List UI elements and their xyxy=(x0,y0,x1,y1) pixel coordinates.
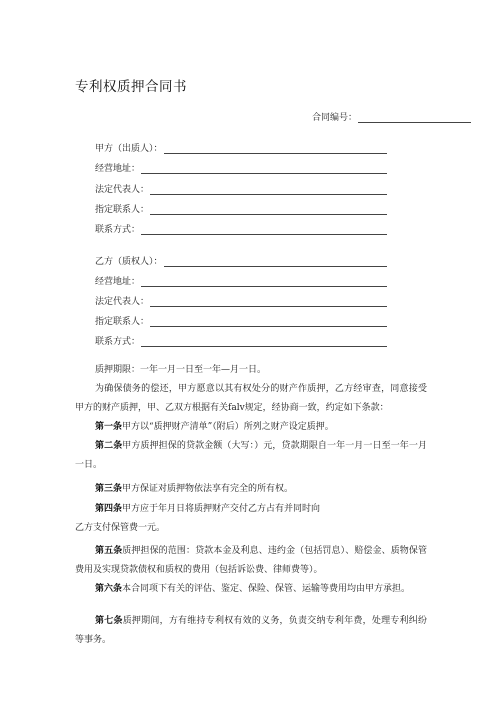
party-b-title-field xyxy=(95,254,387,267)
party-a-title-field xyxy=(95,141,387,154)
contract-number-label: 合同编号： xyxy=(312,113,358,123)
party-a-address-blank[interactable] xyxy=(141,163,387,174)
contract-number-blank[interactable] xyxy=(358,112,471,123)
party-a-contact-blank[interactable] xyxy=(141,224,387,235)
party-b-representative-field xyxy=(95,294,387,307)
article-6-label: 第六条 xyxy=(95,584,123,594)
party-b-address-field xyxy=(95,274,387,287)
party-b-title-blank[interactable] xyxy=(164,256,387,267)
party-a-representative-blank[interactable] xyxy=(150,184,387,195)
article-2 xyxy=(75,437,427,475)
party-b-contact-person-field xyxy=(95,314,387,327)
party-b-contact-label: 联系方式： xyxy=(95,337,141,347)
party-b-address-label: 经营地址： xyxy=(95,277,141,287)
document-title: 专利权质押合同书 xyxy=(75,79,187,95)
article-7 xyxy=(75,612,427,650)
party-a-address-field xyxy=(95,161,387,174)
article-6-text: 本合同项下有关的评估、鉴定、保险、保管、运输等费用均由甲方承担。 xyxy=(122,584,411,594)
article-5-label: 第五条 xyxy=(95,546,123,556)
party-a-contact-field xyxy=(95,222,387,235)
party-a-representative-field xyxy=(95,182,387,195)
party-b-representative-label: 法定代表人： xyxy=(95,297,150,307)
article-4-label: 第四条 xyxy=(95,504,123,514)
party-b-contact-field xyxy=(95,334,387,347)
party-a-contact-person-field xyxy=(95,202,387,215)
party-a-contact-person-label: 指定联系人： xyxy=(95,205,150,215)
party-b-address-blank[interactable] xyxy=(141,276,387,287)
article-1-label: 第一条 xyxy=(95,422,123,432)
article-5 xyxy=(75,542,427,580)
party-a-contact-person-blank[interactable] xyxy=(150,204,387,215)
article-4-text: 甲方应于年月日将质押财产交付乙方占有并同时向 xyxy=(122,504,321,514)
intro-paragraph: 为确保债务的偿还，甲方愿意以其有权处分的财产作质押，乙方经审查，同意接受甲方的财产质押，甲、乙双方根据有关falv规定，经协商一致，约定如下条款： xyxy=(75,384,427,413)
article-4 xyxy=(75,500,427,519)
party-b-representative-blank[interactable] xyxy=(150,296,387,307)
article-2-label: 第二条 xyxy=(95,441,123,451)
article-3-label: 第三条 xyxy=(95,484,123,494)
article-4-continuation: 乙方支付保管费一元。 xyxy=(75,523,166,533)
party-b-contact-blank[interactable] xyxy=(141,336,387,347)
party-b-contact-person-blank[interactable] xyxy=(150,316,387,327)
article-7-label: 第七条 xyxy=(95,616,123,626)
article-1 xyxy=(75,418,427,437)
pledge-period: 质押期限：一年一月一日至一年—月一日。 xyxy=(95,365,267,375)
article-7-text: 质押期间，方有维持专利权有效的义务，负责交纳专利年费，处理专利纠纷等事务。 xyxy=(75,616,427,645)
article-3-text: 甲方保证对质押物依法享有完全的所有权。 xyxy=(122,484,294,494)
party-a-title-blank[interactable] xyxy=(164,143,387,154)
article-1-text: 甲方以“质押财产清单”（附后）所列之财产设定质押。 xyxy=(122,422,334,432)
party-a-address-label: 经营地址： xyxy=(95,164,141,174)
contract-number xyxy=(312,110,471,123)
party-b-title-label: 乙方（质权人）： xyxy=(95,257,163,267)
article-2-text: 甲方质押担保的贷款金额（大写：）元，贷款期限自一年一月一日至一年一月一日。 xyxy=(75,441,427,470)
article-6 xyxy=(75,580,427,599)
party-a-representative-label: 法定代表人： xyxy=(95,185,150,195)
party-b-contact-person-label: 指定联系人： xyxy=(95,317,150,327)
article-5-text: 质押担保的范围：贷款本金及利息、违约金（包括罚息）、赔偿金、质物保管费用及实现贷款债权和质权的费用（包括诉讼费、律师费等）。 xyxy=(75,546,427,575)
party-a-title-label: 甲方（出质人）： xyxy=(95,144,163,154)
party-a-contact-label: 联系方式： xyxy=(95,225,141,235)
article-3 xyxy=(75,480,427,499)
